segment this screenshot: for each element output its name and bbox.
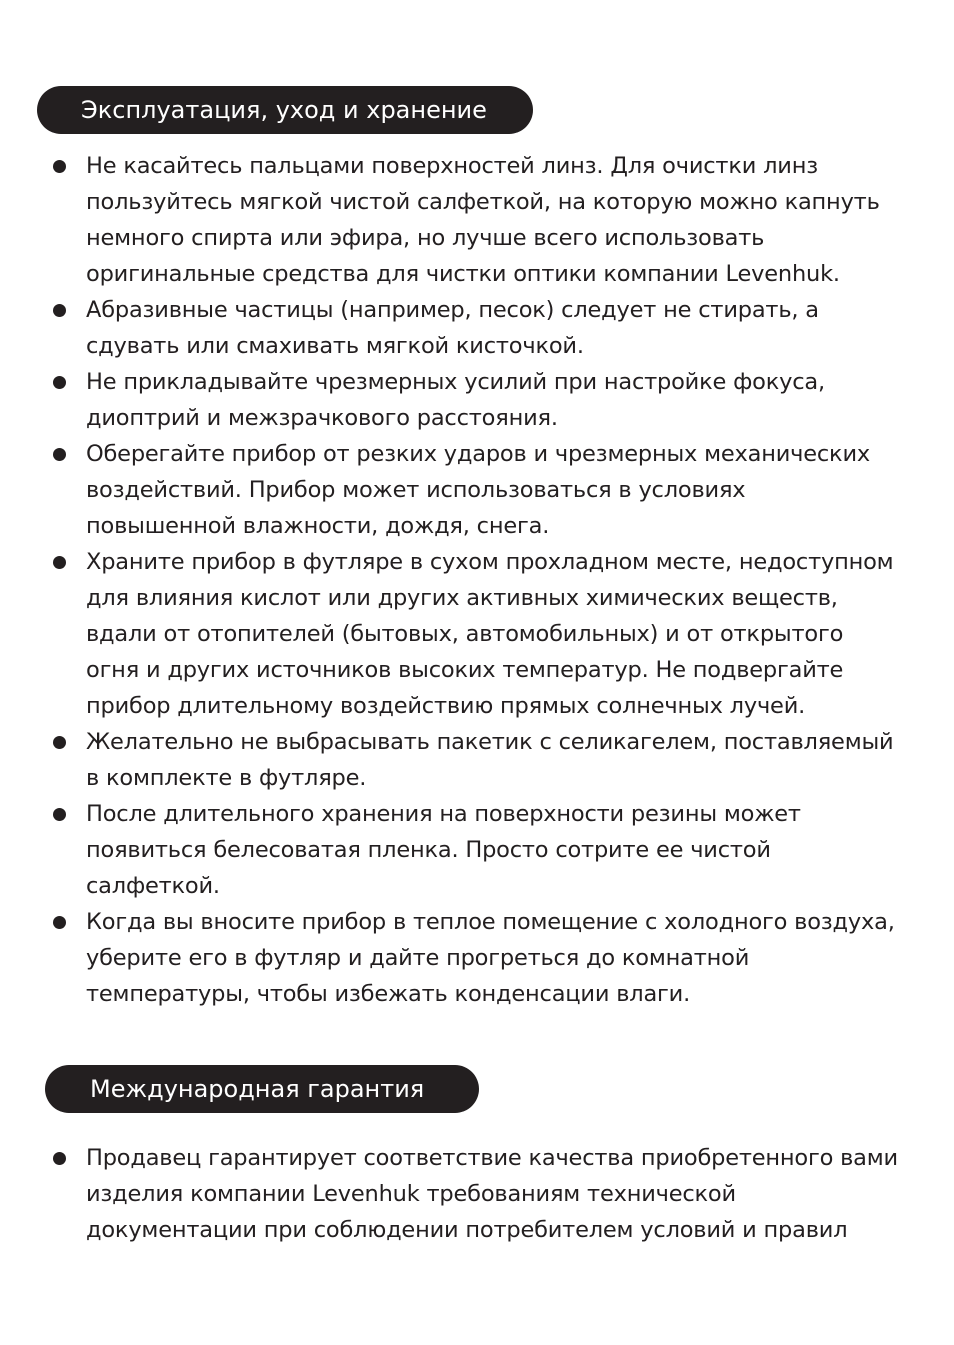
section-header-care — [37, 86, 533, 134]
section-title: Международная гарантия — [90, 1075, 425, 1103]
bullet-icon — [53, 808, 66, 821]
list-item — [0, 1140, 916, 1248]
list-item-text: Не прикладывайте чрезмерных усилий при настройке фокуса, диоптрий и межзрачкового расстояния. — [86, 369, 825, 431]
section-title: Эксплуатация, уход и хранение — [81, 96, 487, 124]
list-item — [0, 436, 916, 544]
section-header-warranty — [45, 1065, 479, 1113]
bullet-icon — [53, 556, 66, 569]
bullet-icon — [53, 376, 66, 389]
list-item — [0, 724, 916, 796]
list-item — [0, 364, 916, 436]
list-item — [0, 796, 916, 904]
list-item-text: Храните прибор в футляре в сухом прохладном месте, недоступном для влияния кислот или других активных химических веществ, вдали от отопителей (бытовых, автомобильных) и от открытого огня и других источников высоких температур. Не подвергайте прибор длительному воздействию прямых солнечных лучей. — [86, 549, 894, 719]
care-instructions-list — [0, 148, 916, 1012]
bullet-icon — [53, 1152, 66, 1165]
list-item-text: Когда вы вносите прибор в теплое помещение с холодного воздуха, уберите его в футляр и дайте прогреться до комнатной температуры, чтобы избежать конденсации влаги. — [86, 909, 895, 1007]
list-item — [0, 292, 916, 364]
bullet-icon — [53, 160, 66, 173]
list-item-text: Не касайтесь пальцами поверхностей линз. Для очистки линз пользуйтесь мягкой чистой салфеткой, на которую можно капнуть немного спирта или эфира, но лучше всего использовать оригинальные средства для чистки оптики компании Levenhuk. — [86, 153, 880, 287]
list-item-text: После длительного хранения на поверхности резины может появиться белесоватая пленка. Просто сотрите ее чистой салфеткой. — [86, 801, 801, 899]
list-item-text: Оберегайте прибор от резких ударов и чрезмерных механических воздействий. Прибор может использоваться в условиях повышенной влажности, дождя, снега. — [86, 441, 870, 539]
list-item — [0, 904, 916, 1012]
list-item-text: Продавец гарантирует соответствие качества приобретенного вами изделия компании Levenhuk требованиям технической документации при соблюдении потребителем условий и правил — [86, 1145, 898, 1243]
bullet-icon — [53, 736, 66, 749]
warranty-list — [0, 1140, 916, 1248]
list-item — [0, 148, 916, 292]
bullet-icon — [53, 304, 66, 317]
bullet-icon — [53, 448, 66, 461]
list-item — [0, 544, 916, 724]
bullet-icon — [53, 916, 66, 929]
list-item-text: Желательно не выбрасывать пакетик с селикагелем, поставляемый в комплекте в футляре. — [86, 729, 894, 791]
list-item-text: Абразивные частицы (например, песок) следует не стирать, а сдувать или смахивать мягкой кисточкой. — [86, 297, 819, 359]
